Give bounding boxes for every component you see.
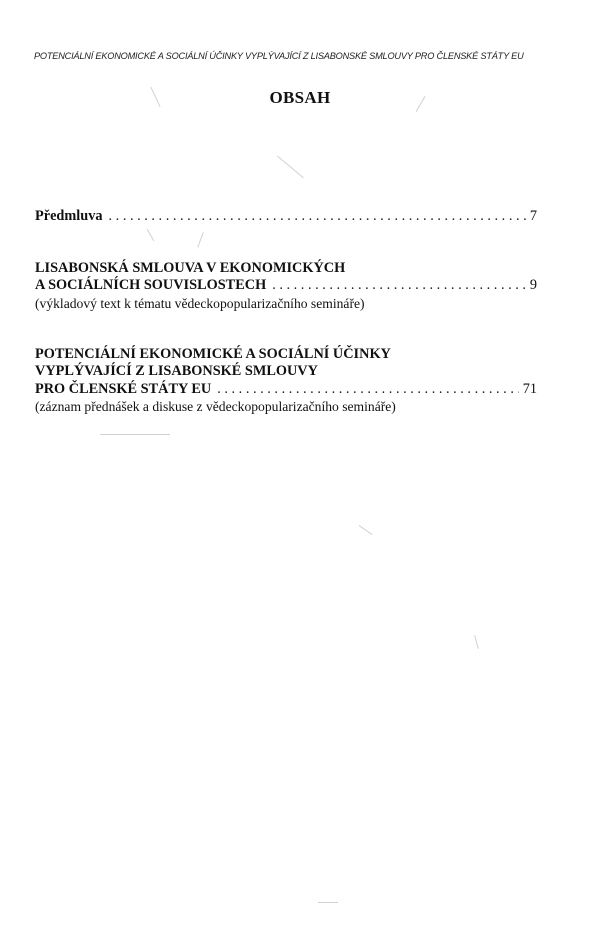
- toc-lead-line: [35, 208, 537, 226]
- paper-fiber: [318, 902, 338, 903]
- dot-leader: [217, 381, 518, 399]
- toc-entry-title-line: LISABONSKÁ SMLOUVA V EKONOMICKÝCH: [35, 259, 346, 276]
- toc-entry-predmluva[interactable]: [35, 208, 537, 226]
- toc-lead-line: [35, 277, 537, 295]
- toc-lead-line: [35, 381, 537, 399]
- toc-page-number: 71: [522, 380, 537, 397]
- paper-fiber: [474, 635, 479, 649]
- dot-leader: [272, 277, 526, 295]
- table-of-contents: [35, 208, 537, 415]
- toc-entry-potencialni-ucinky[interactable]: [35, 346, 537, 416]
- toc-entry-title-line: PRO ČLENSKÉ STÁTY EU: [35, 380, 212, 397]
- running-header: POTENCIÁLNÍ EKONOMICKÉ A SOCIÁLNÍ ÚČINKY VYPLÝVAJÍCÍ Z LISABONSKÉ SMLOUVY PRO ČLENSKÉ STÁTY EU: [34, 51, 524, 61]
- toc-entry-subtitle: (záznam přednášek a diskuse z vědeckopopularizačního semináře): [35, 399, 396, 414]
- dot-leader: [109, 208, 526, 226]
- paper-fiber: [277, 156, 304, 179]
- toc-entry-title: Předmluva: [35, 208, 103, 224]
- paper-fiber: [100, 434, 170, 435]
- toc-entry-title-line: A SOCIÁLNÍCH SOUVISLOSTECH: [35, 277, 267, 293]
- toc-page-number: 7: [529, 208, 537, 224]
- toc-entry-subtitle: (výkladový text k tématu vědeckopopularizačního semináře): [35, 295, 365, 311]
- toc-page-number: 9: [529, 277, 537, 293]
- page-title: OBSAH: [269, 88, 331, 107]
- toc-entry-lisabonska-smlouva[interactable]: [35, 260, 537, 312]
- toc-entry-title-line: POTENCIÁLNÍ EKONOMICKÉ A SOCIÁLNÍ ÚČINKY: [35, 345, 391, 362]
- paper-fiber: [359, 525, 373, 535]
- toc-entry-title-line: VYPLÝVAJÍCÍ Z LISABONSKÉ SMLOUVY: [35, 363, 318, 379]
